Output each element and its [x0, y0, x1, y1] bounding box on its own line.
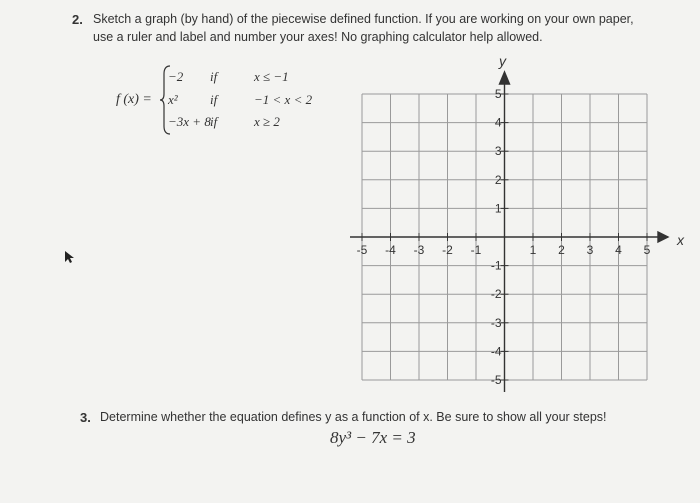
- x-tick-label: 4: [615, 243, 622, 257]
- piece-2-condition: −1 < x < 2: [254, 92, 313, 107]
- x-tick-label: -3: [413, 243, 425, 257]
- question-2-text-line-2: use a ruler and label and number your axes! No graphing calculator help allowed.: [93, 30, 543, 44]
- y-tick-label: -1: [490, 258, 502, 273]
- y-tick-label: 1: [494, 201, 502, 216]
- piece-2-expression: x²: [168, 92, 178, 107]
- piece-2-if: if: [210, 92, 218, 107]
- question-3-equation: 8y³ − 7x = 3: [330, 428, 416, 447]
- x-tick-label: -4: [385, 243, 396, 257]
- y-tick-label: -4: [490, 344, 502, 359]
- y-tick-label: 4: [494, 115, 502, 130]
- y-tick-label: -3: [490, 315, 502, 330]
- piece-1-condition: x ≤ −1: [254, 69, 289, 84]
- question-3-text: Determine whether the equation defines y as a function of x. Be sure to show all your steps!: [100, 410, 607, 424]
- piece-3-condition: x ≥ 2: [254, 114, 280, 129]
- question-3-number: 3.: [80, 410, 91, 425]
- x-tick-label: 3: [586, 243, 594, 257]
- y-tick-label: 5: [494, 87, 502, 101]
- question-2-number: 2.: [72, 12, 83, 27]
- question-2-text-line-1: Sketch a graph (by hand) of the piecewise defined function. If you are working on your own paper,: [93, 12, 634, 26]
- piece-1-if: if: [210, 69, 218, 84]
- x-tick-label: 5: [643, 243, 651, 257]
- y-tick-label: -2: [490, 287, 502, 302]
- piece-3-expression: −3x + 8: [168, 114, 211, 129]
- piece-1-expression: −2: [168, 69, 184, 84]
- x-tick-label: 2: [558, 243, 565, 257]
- mouse-cursor-icon: [64, 250, 76, 264]
- y-tick-label: 3: [494, 144, 502, 159]
- x-tick-label: -2: [442, 243, 453, 257]
- y-tick-label: 2: [494, 172, 502, 187]
- x-axis-label: x: [677, 232, 684, 248]
- y-axis-label: y: [499, 53, 506, 69]
- piece-3-if: if: [210, 114, 218, 129]
- x-tick-label: -1: [470, 243, 482, 257]
- y-tick-label: -5: [490, 373, 502, 387]
- y-axis-arrow-icon: [500, 72, 510, 84]
- function-lhs: f (x) =: [116, 92, 152, 107]
- x-axis-arrow-icon: [658, 232, 668, 242]
- x-tick-label: -5: [356, 243, 368, 257]
- x-tick-label: 1: [529, 243, 537, 257]
